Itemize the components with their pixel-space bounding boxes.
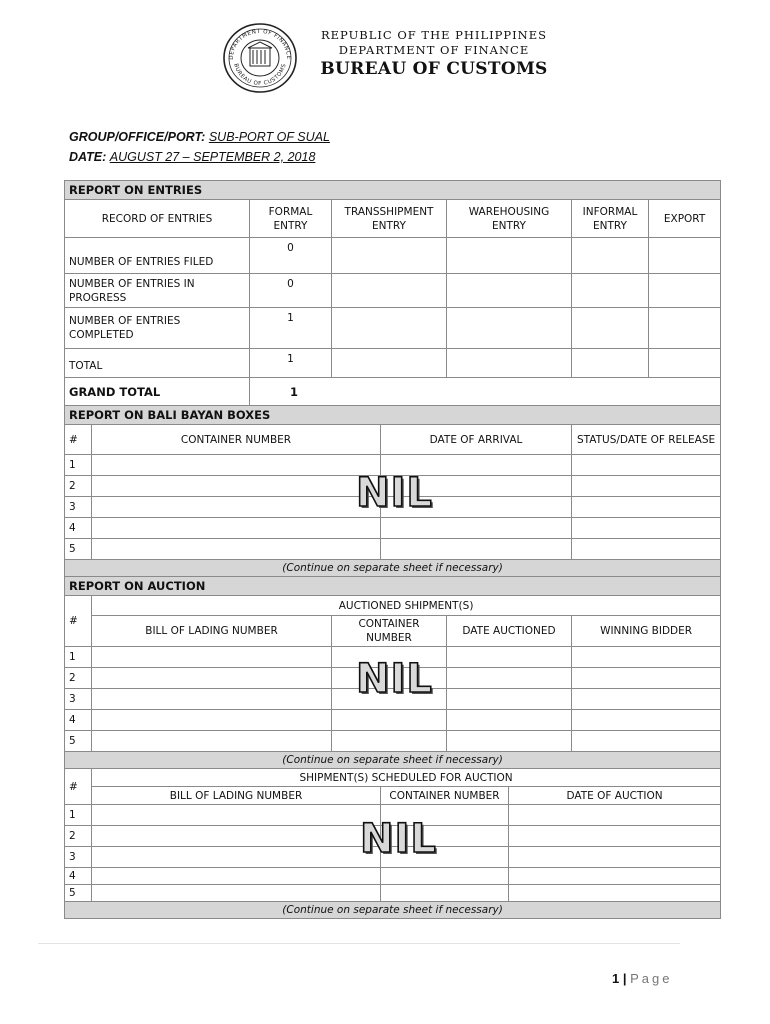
bb-col-container: CONTAINER NUMBER (92, 425, 381, 455)
grand-total-value: 1 (250, 378, 721, 406)
filed-formal-value: 0 (250, 238, 332, 274)
scheduled-shipments-header: SHIPMENT(S) SCHEDULED FOR AUCTION (92, 769, 721, 787)
table-row: 5 (65, 885, 721, 902)
table-row: 3 (65, 689, 721, 710)
group-office-port-line (69, 130, 330, 144)
col-informal-entry: INFORMAL ENTRY (572, 200, 649, 238)
date-value: AUGUST 27 – SEPTEMBER 2, 2018 (109, 150, 316, 164)
header-republic: REPUBLIC OF THE PHILIPPINES (320, 28, 548, 42)
auction-continue-note: (Continue on separate sheet if necessary) (65, 752, 721, 769)
auctioned-shipments-header: AUCTIONED SHIPMENT(S) (92, 596, 721, 616)
row-label-completed: NUMBER OF ENTRIES COMPLETED (65, 308, 250, 349)
table-row: 1 (65, 647, 721, 668)
table-row: 3 (65, 497, 721, 518)
scheduled-nil-stamp: NIL (360, 816, 437, 862)
col-formal-entry: FORMAL ENTRY (250, 200, 332, 238)
grand-total-row (65, 378, 721, 406)
footer-divider (38, 943, 680, 944)
auction-col-container: CONTAINER NUMBER (332, 616, 447, 647)
balikbayan-section-title: REPORT ON BALI BAYAN BOXES (65, 406, 721, 425)
table-row (65, 274, 721, 308)
table-row: 2 (65, 826, 721, 847)
bb-continue-note: (Continue on separate sheet if necessary) (65, 560, 721, 577)
row-label-in-progress: NUMBER OF ENTRIES IN PROGRESS (65, 274, 250, 308)
balikbayan-nil-stamp: NIL (356, 470, 433, 516)
header-bureau: BUREAU OF CUSTOMS (320, 59, 548, 79)
total-formal-value: 1 (250, 349, 332, 378)
date-label: DATE: (69, 150, 107, 164)
auction-section-title: REPORT ON AUCTION (65, 577, 721, 596)
table-row: 4 (65, 710, 721, 731)
bb-col-status: STATUS/DATE OF RELEASE (572, 425, 721, 455)
page-separator: | (622, 971, 627, 986)
page-number-footer (612, 971, 673, 986)
table-row: 4 (65, 518, 721, 539)
row-label-filed: NUMBER OF ENTRIES FILED (65, 238, 250, 274)
auction-col-bill-of-lading: BILL OF LADING NUMBER (92, 616, 332, 647)
row-label-total: TOTAL (65, 349, 250, 378)
scheduled-col-number: # (65, 769, 92, 805)
report-table (64, 180, 721, 919)
entries-section-title: REPORT ON ENTRIES (65, 181, 721, 200)
table-row: 4 (65, 868, 721, 885)
table-row: 2 (65, 476, 721, 497)
scheduled-continue-note: (Continue on separate sheet if necessary) (65, 902, 721, 919)
table-row (65, 308, 721, 349)
svg-text:DEPARTMENT OF FINANCE: DEPARTMENT OF FINANCE (228, 28, 292, 60)
scheduled-col-container: CONTAINER NUMBER (381, 787, 509, 805)
table-row (65, 238, 721, 274)
group-label: GROUP/OFFICE/PORT: (69, 130, 206, 144)
in-progress-formal-value: 0 (250, 274, 332, 308)
svg-text:BUREAU OF CUSTOMS: BUREAU OF CUSTOMS (232, 62, 288, 88)
record-of-entries-header: RECORD OF ENTRIES (65, 200, 250, 238)
auction-col-number: # (65, 596, 92, 647)
bureau-of-customs-seal (222, 22, 298, 94)
col-export: EXPORT (649, 200, 721, 238)
table-row: 5 (65, 731, 721, 752)
table-row: 2 (65, 668, 721, 689)
auction-col-winning-bidder: WINNING BIDDER (572, 616, 721, 647)
bb-col-number: # (65, 425, 92, 455)
col-transshipment-entry: TRANSSHIPMENT ENTRY (332, 200, 447, 238)
agency-header (318, 28, 550, 80)
auction-col-date-auctioned: DATE AUCTIONED (447, 616, 572, 647)
auction-nil-stamp: NIL (356, 656, 433, 702)
bb-col-arrival: DATE OF ARRIVAL (381, 425, 572, 455)
completed-formal-value: 1 (250, 308, 332, 349)
header-department: DEPARTMENT OF FINANCE (338, 43, 530, 57)
col-warehousing-entry: WAREHOUSING ENTRY (447, 200, 572, 238)
table-row: 3 (65, 847, 721, 868)
grand-total-label: GRAND TOTAL (65, 378, 250, 406)
table-row (65, 349, 721, 378)
group-value: SUB-PORT OF SUAL (208, 130, 330, 144)
table-row: 1 (65, 805, 721, 826)
page-number: 1 (612, 971, 620, 986)
page-label: Page (630, 971, 673, 986)
scheduled-col-date-of-auction: DATE OF AUCTION (509, 787, 721, 805)
table-row: 1 (65, 455, 721, 476)
date-line (69, 150, 315, 164)
table-row: 5 (65, 539, 721, 560)
scheduled-col-bill-of-lading: BILL OF LADING NUMBER (92, 787, 381, 805)
